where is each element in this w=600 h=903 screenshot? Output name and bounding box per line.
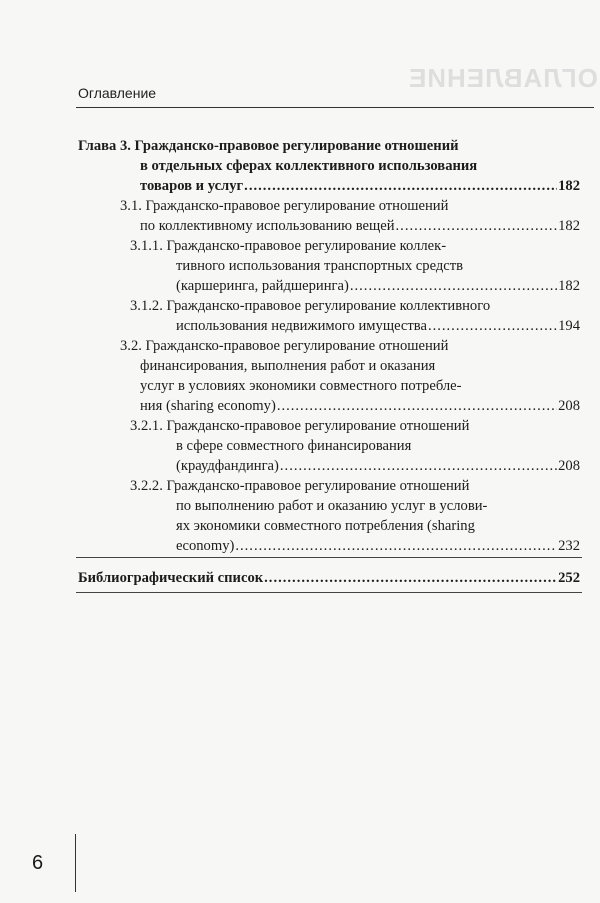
running-head: Оглавление <box>78 85 157 101</box>
toc-entry-line: 3.2. Гражданско-правовое регулирование отношений <box>120 338 449 354</box>
toc-entry-line: Библиографический список <box>78 570 264 586</box>
toc-entry-3-2[interactable] <box>120 336 580 416</box>
dot-leader <box>428 316 557 336</box>
toc-entry-line: Глава 3. Гражданско-правовое регулирование отношений <box>78 138 459 154</box>
toc-entry-line: 3.2.2. Гражданско-правовое регулирование отношений <box>130 478 470 494</box>
toc-entry-line: тивного использования транспортных средств <box>176 258 464 274</box>
toc-entry-line: (каршеринга, райдшеринга) <box>176 278 349 294</box>
bleed-through-title: ОГЛАВЛЕНИЕ <box>408 63 598 93</box>
toc-entry-chapter-3[interactable] <box>78 136 580 196</box>
dot-leader <box>396 216 558 236</box>
toc-entry-line: использования недвижимого имущества <box>176 318 427 334</box>
page-number: 182 <box>558 178 580 194</box>
toc-entry-line: 3.1.1. Гражданско-правовое регулирование коллек- <box>130 238 447 254</box>
toc-entry-line: ния (sharing economy) <box>140 398 276 414</box>
page-number: 194 <box>558 318 580 334</box>
header-rule <box>76 107 594 108</box>
dot-leader <box>244 176 557 196</box>
toc-entry-line: 3.2.1. Гражданско-правовое регулирование отношений <box>130 418 470 434</box>
section-rule <box>76 557 582 558</box>
page-number: 208 <box>558 398 580 414</box>
page-number: 182 <box>558 278 580 294</box>
toc-entry-line: 3.1.2. Гражданско-правовое регулирование коллективного <box>130 298 491 314</box>
dot-leader <box>235 536 557 556</box>
dot-leader <box>264 568 557 588</box>
dot-leader <box>350 276 557 296</box>
page-folio: 6 <box>32 852 44 874</box>
toc-entry-bibliography[interactable] <box>78 568 580 588</box>
toc-entry-line: 3.1. Гражданско-правовое регулирование отношений <box>120 198 449 214</box>
toc-entry-line: по выполнению работ и оказанию услуг в услови- <box>176 498 488 514</box>
toc-entry-line: по коллективному использованию вещей <box>140 218 395 234</box>
section-rule <box>76 592 582 593</box>
toc-entry-3-2-1[interactable] <box>130 416 580 476</box>
toc-entry-line: economy) <box>176 538 235 554</box>
toc-entry-line: (краудфандинга) <box>176 458 279 474</box>
page-number: 232 <box>558 538 580 554</box>
toc-entry-line: финансирования, выполнения работ и оказания <box>140 358 436 374</box>
toc-entry-3-1-1[interactable] <box>130 236 580 296</box>
dot-leader <box>277 396 557 416</box>
toc-entry-3-2-2[interactable] <box>130 476 580 556</box>
page-number: 182 <box>558 218 580 234</box>
page-number: 252 <box>558 570 580 586</box>
toc-entry-line: в отдельных сферах коллективного использования <box>140 158 478 174</box>
toc-entry-line: в сфере совместного финансирования <box>176 438 412 454</box>
page-number: 208 <box>558 458 580 474</box>
toc-entry-3-1-2[interactable] <box>130 296 580 336</box>
toc-entry-line: товаров и услуг <box>140 178 244 194</box>
toc-entry-line: услуг в условиях экономики совместного потребле- <box>140 378 462 394</box>
dot-leader <box>280 456 557 476</box>
toc-entry-line: ях экономики совместного потребления (sharing <box>176 518 475 534</box>
toc-entry-3-1[interactable] <box>120 196 580 236</box>
margin-rule <box>75 834 76 892</box>
